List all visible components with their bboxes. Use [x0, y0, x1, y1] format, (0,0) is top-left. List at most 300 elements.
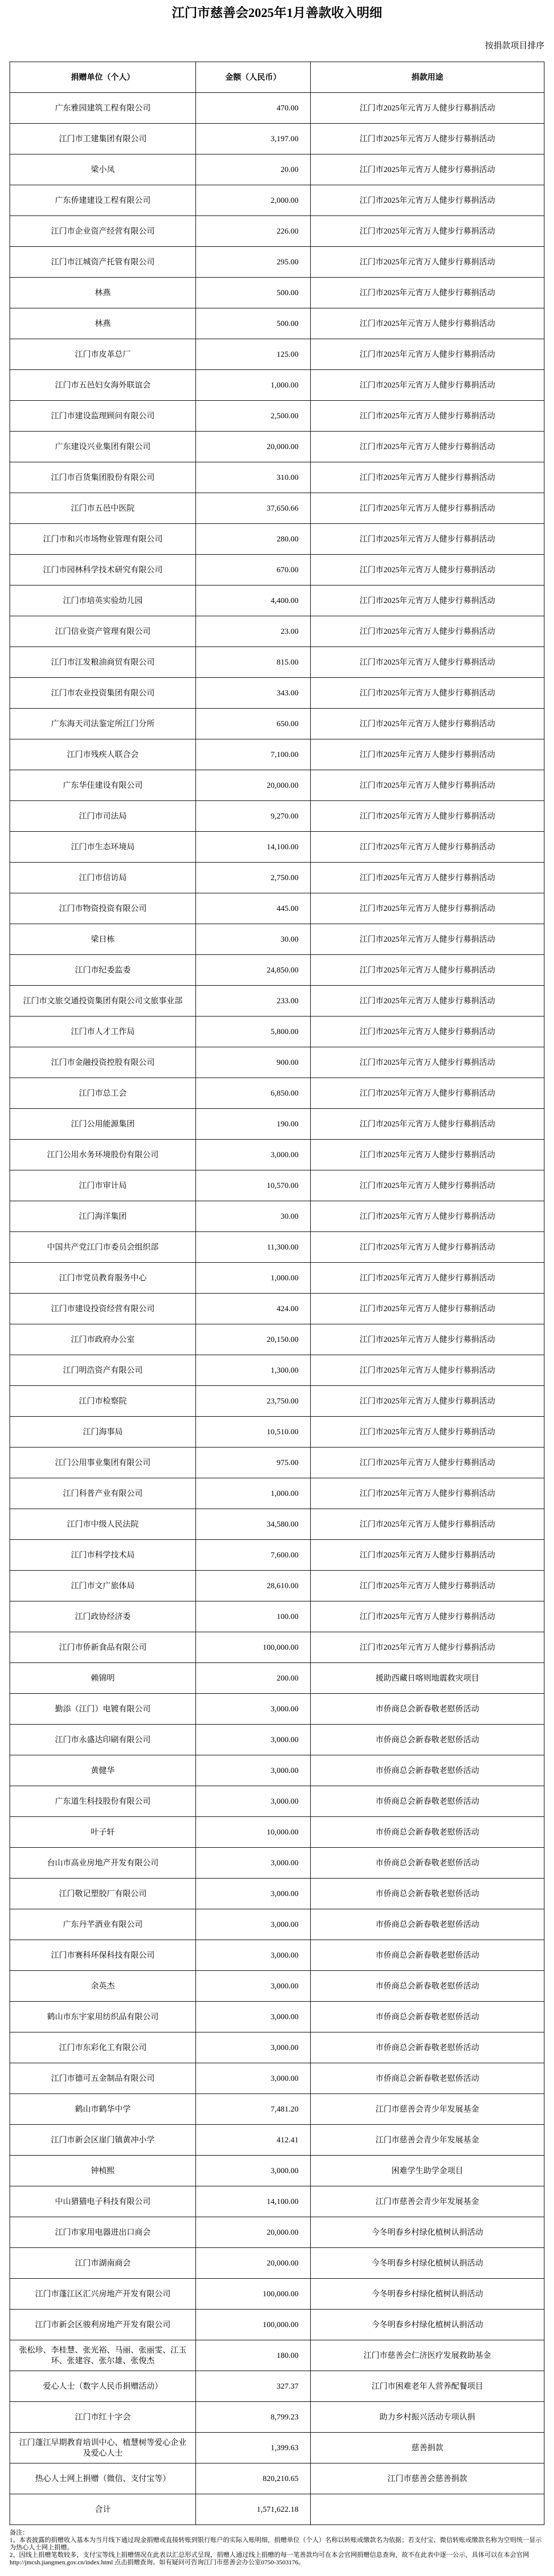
table-row	[10, 955, 544, 986]
table-row	[10, 278, 544, 308]
amount-cell: 3,000.00	[196, 2002, 311, 2032]
donor-cell: 江门蓬江早期教育培训中心、植慧树等爱心企业及爱心人士	[10, 2433, 196, 2463]
table-row	[10, 801, 544, 832]
purpose-cell: 江门市困难老年人营养配餐项目	[311, 2371, 544, 2402]
donor-cell: 江门市文旅交通投资集团有限公司文旅事业部	[10, 986, 196, 1016]
table-body	[10, 93, 544, 2494]
donor-cell: 江门明浩资产有限公司	[10, 1355, 196, 1386]
amount-cell: 327.37	[196, 2371, 311, 2402]
amount-cell: 975.00	[196, 1448, 311, 1478]
purpose-cell: 江门市2025年元宵万人健步行募捐活动	[311, 308, 544, 339]
purpose-cell: 江门市2025年元宵万人健步行募捐活动	[311, 278, 544, 308]
table-row	[10, 2340, 544, 2371]
purpose-cell: 市侨商总会新春敬老慰侨活动	[311, 1817, 544, 1848]
donor-cell: 江门公用能源集团	[10, 1109, 196, 1140]
total-amount: 1,571,622.18	[196, 2494, 311, 2525]
table-row	[10, 2402, 544, 2433]
amount-cell: 6,850.00	[196, 1078, 311, 1109]
purpose-cell: 江门市2025年元宵万人健步行募捐活动	[311, 616, 544, 647]
amount-cell: 11,300.00	[196, 1232, 311, 1263]
donor-cell: 江门市百货集团股份有限公司	[10, 462, 196, 493]
purpose-cell: 江门市2025年元宵万人健步行募捐活动	[311, 1478, 544, 1509]
table-row	[10, 1386, 544, 1417]
donor-cell: 江门敬记塑胶厂有限公司	[10, 1879, 196, 1909]
table-row	[10, 185, 544, 216]
purpose-cell: 江门市2025年元宵万人健步行募捐活动	[311, 154, 544, 185]
donor-cell: 江门市江城资产托管有限公司	[10, 247, 196, 278]
amount-cell: 280.00	[196, 524, 311, 555]
table-row	[10, 2371, 544, 2402]
amount-cell: 7,600.00	[196, 1540, 311, 1571]
amount-cell: 670.00	[196, 555, 311, 585]
table-row	[10, 216, 544, 247]
purpose-cell: 市侨商总会新春敬老慰侨活动	[311, 1725, 544, 1755]
amount-cell: 3,000.00	[196, 1725, 311, 1755]
table-row	[10, 2125, 544, 2156]
table-row	[10, 339, 544, 370]
donor-cell: 广东侨建建设工程有限公司	[10, 185, 196, 216]
purpose-cell: 江门市2025年元宵万人健步行募捐活动	[311, 1294, 544, 1324]
table-row	[10, 1078, 544, 1109]
table-row	[10, 1324, 544, 1355]
table-row	[10, 1417, 544, 1448]
donor-cell: 江门市人才工作局	[10, 1016, 196, 1047]
amount-cell: 3,000.00	[196, 1694, 311, 1725]
purpose-cell: 江门市2025年元宵万人健步行募捐活动	[311, 1601, 544, 1632]
table-row	[10, 1817, 544, 1848]
purpose-cell: 江门市2025年元宵万人健步行募捐活动	[311, 709, 544, 739]
purpose-cell: 江门市2025年元宵万人健步行募捐活动	[311, 370, 544, 401]
table-row	[10, 1478, 544, 1509]
donor-cell: 梁日栋	[10, 924, 196, 955]
donor-cell: 爱心人士（数字人民币捐赠活动）	[10, 2371, 196, 2402]
purpose-cell: 江门市2025年元宵万人健步行募捐活动	[311, 1355, 544, 1386]
purpose-cell: 江门市2025年元宵万人健步行募捐活动	[311, 1047, 544, 1078]
purpose-cell: 江门市2025年元宵万人健步行募捐活动	[311, 1540, 544, 1571]
table-row	[10, 1294, 544, 1324]
amount-cell: 10,000.00	[196, 1817, 311, 1848]
table-row	[10, 2032, 544, 2063]
donation-table	[10, 62, 544, 2525]
amount-cell: 3,000.00	[196, 1786, 311, 1817]
amount-cell: 3,000.00	[196, 1848, 311, 1879]
amount-cell: 7,100.00	[196, 739, 311, 770]
table-row	[10, 2217, 544, 2248]
notes	[10, 2529, 544, 2566]
donor-cell: 叶子轩	[10, 1817, 196, 1848]
amount-cell: 200.00	[196, 1663, 311, 1694]
donor-cell: 梁小凤	[10, 154, 196, 185]
donor-cell: 江门海洋集团	[10, 1201, 196, 1232]
amount-cell: 3,000.00	[196, 1140, 311, 1170]
amount-cell: 445.00	[196, 893, 311, 924]
purpose-cell: 市侨商总会新春敬老慰侨活动	[311, 1694, 544, 1725]
donor-cell: 江门市江发粮油商贸有限公司	[10, 647, 196, 678]
donor-cell: 江门市检察院	[10, 1386, 196, 1417]
page-title: 江门市慈善会2025年1月善款收入明细	[172, 6, 382, 20]
donor-cell: 江门市和兴市场物业管理有限公司	[10, 524, 196, 555]
amount-cell: 23.00	[196, 616, 311, 647]
donor-cell: 江门市家用电器进出口商会	[10, 2217, 196, 2248]
table-row	[10, 1725, 544, 1755]
table-row	[10, 2186, 544, 2217]
table-row	[10, 1109, 544, 1140]
note-item: 2、因线上捐赠笔数较多，支付宝等线上捐赠情况在此表以汇总形式呈现，捐赠人通过线上捐赠的每一笔善款均可在本会官网捐赠信息查询，故不在此表中逐一公示，具体可以在本会官网 http://jmcsh.jiangmen.gov.cn/index.html 点击捐赠查询。如有疑问可咨询江门市慈善会办公室0750-3503176。	[10, 2551, 530, 2566]
donor-cell: 江门公用水务环境股份有限公司	[10, 1140, 196, 1170]
table-row	[10, 2063, 544, 2094]
purpose-cell: 江门市2025年元宵万人健步行募捐活动	[311, 863, 544, 893]
donor-cell: 江门市政府办公室	[10, 1324, 196, 1355]
table-row	[10, 1663, 544, 1694]
amount-cell: 20,000.00	[196, 2248, 311, 2279]
donor-cell: 江门市红十字会	[10, 2402, 196, 2433]
amount-cell: 470.00	[196, 93, 311, 124]
amount-cell: 226.00	[196, 216, 311, 247]
table-row	[10, 1571, 544, 1601]
donor-cell: 江门市赛科环保科技有限公司	[10, 1940, 196, 1971]
header-amount: 金额（人民币）	[196, 62, 311, 93]
donor-cell: 江门政协经济委	[10, 1601, 196, 1632]
amount-cell: 37,650.66	[196, 493, 311, 524]
table-row	[10, 1263, 544, 1294]
table-row	[10, 154, 544, 185]
table-row	[10, 1879, 544, 1909]
purpose-cell: 江门市2025年元宵万人健步行募捐活动	[311, 1632, 544, 1663]
table-row	[10, 893, 544, 924]
table-row	[10, 2094, 544, 2125]
table-row	[10, 1140, 544, 1170]
table-row	[10, 986, 544, 1016]
total-label: 合计	[10, 2494, 196, 2525]
table-row	[10, 1016, 544, 1047]
donor-cell: 钟桢熙	[10, 2156, 196, 2186]
notes-label: 备注：	[10, 2529, 29, 2536]
table-row	[10, 1232, 544, 1263]
amount-cell: 100.00	[196, 1601, 311, 1632]
table-row	[10, 924, 544, 955]
table-row	[10, 770, 544, 801]
donor-cell: 黄健华	[10, 1755, 196, 1786]
amount-cell: 5,800.00	[196, 1016, 311, 1047]
amount-cell: 30.00	[196, 1201, 311, 1232]
table-row	[10, 308, 544, 339]
amount-cell: 20,000.00	[196, 770, 311, 801]
amount-cell: 20,150.00	[196, 1324, 311, 1355]
purpose-cell: 市侨商总会新春敬老慰侨活动	[311, 2063, 544, 2094]
amount-cell: 100,000.00	[196, 2279, 311, 2310]
table-row	[10, 493, 544, 524]
table-row	[10, 2310, 544, 2340]
donor-cell: 江门市湖南商会	[10, 2248, 196, 2279]
purpose-cell: 援助西藏日喀则地震救灾项目	[311, 1663, 544, 1694]
header-purpose: 捐款用途	[311, 62, 544, 93]
sort-note: 按捐款项目排序	[484, 41, 544, 50]
donor-cell: 江门市永盛达印刷有限公司	[10, 1725, 196, 1755]
table-row	[10, 616, 544, 647]
table-row	[10, 1047, 544, 1078]
purpose-cell: 江门市2025年元宵万人健步行募捐活动	[311, 1263, 544, 1294]
donor-cell: 江门市东彩化工有限公司	[10, 2032, 196, 2063]
purpose-cell: 江门市2025年元宵万人健步行募捐活动	[311, 185, 544, 216]
table-row	[10, 739, 544, 770]
amount-cell: 820,210.65	[196, 2463, 311, 2494]
amount-cell: 20,000.00	[196, 2217, 311, 2248]
purpose-cell: 慈善捐款	[311, 2433, 544, 2463]
note-item: 1、本表披露的捐赠收入基本为当月线下通过现金捐赠或直接转账到银行账户的实际入账明细，捐赠单位（个人）名称以转账或缴款名为依据；若支付宝、微信转账或缴款名称为空则统一显示为热心人士网上捐赠。	[10, 2536, 542, 2551]
table-row	[10, 555, 544, 585]
purpose-cell: 江门市2025年元宵万人健步行募捐活动	[311, 1417, 544, 1448]
purpose-cell: 今冬明春乡村绿化植树认捐活动	[311, 2279, 544, 2310]
donor-cell: 林燕	[10, 278, 196, 308]
purpose-cell: 江门市2025年元宵万人健步行募捐活动	[311, 1324, 544, 1355]
table-header-row	[10, 62, 544, 93]
donor-cell: 广东建设兴业集团有限公司	[10, 432, 196, 462]
amount-cell: 3,000.00	[196, 2063, 311, 2094]
donor-cell: 江门市新会区崖门镇黄冲小学	[10, 2125, 196, 2156]
table-row	[10, 370, 544, 401]
amount-cell: 500.00	[196, 278, 311, 308]
purpose-cell: 江门市2025年元宵万人健步行募捐活动	[311, 1140, 544, 1170]
purpose-cell: 今冬明春乡村绿化植树认捐活动	[311, 2217, 544, 2248]
amount-cell: 500.00	[196, 308, 311, 339]
amount-cell: 23,750.00	[196, 1386, 311, 1417]
amount-cell: 3,000.00	[196, 1971, 311, 2002]
purpose-cell: 江门市2025年元宵万人健步行募捐活动	[311, 493, 544, 524]
donor-cell: 鹤山市东宇家用纺织品有限公司	[10, 2002, 196, 2032]
table-row	[10, 247, 544, 278]
purpose-cell: 江门市2025年元宵万人健步行募捐活动	[311, 93, 544, 124]
donor-cell: 江门信业资产管理有限公司	[10, 616, 196, 647]
table-row	[10, 709, 544, 739]
amount-cell: 125.00	[196, 339, 311, 370]
purpose-cell: 江门市2025年元宵万人健步行募捐活动	[311, 739, 544, 770]
donor-cell: 江门市生态环境局	[10, 832, 196, 863]
table-row	[10, 2248, 544, 2279]
header-donor: 捐赠单位（个人）	[10, 62, 196, 93]
amount-cell: 34,580.00	[196, 1509, 311, 1540]
purpose-cell: 江门市慈善会慈善捐款	[311, 2463, 544, 2494]
donor-cell: 广东华佳建设有限公司	[10, 770, 196, 801]
amount-cell: 20,000.00	[196, 432, 311, 462]
donor-cell: 中山猎猫电子科技有限公司	[10, 2186, 196, 2217]
purpose-cell: 江门市慈善会青少年发展基金	[311, 2186, 544, 2217]
amount-cell: 1,000.00	[196, 1478, 311, 1509]
donor-cell: 江门市科学技术局	[10, 1540, 196, 1571]
purpose-cell: 江门市2025年元宵万人健步行募捐活动	[311, 462, 544, 493]
table-row	[10, 1971, 544, 2002]
amount-cell: 180.00	[196, 2340, 311, 2371]
amount-cell: 343.00	[196, 678, 311, 709]
donor-cell: 江门市物资投资有限公司	[10, 893, 196, 924]
amount-cell: 815.00	[196, 647, 311, 678]
donor-cell: 赖锦明	[10, 1663, 196, 1694]
purpose-cell: 江门市2025年元宵万人健步行募捐活动	[311, 524, 544, 555]
purpose-cell: 市侨商总会新春敬老慰侨活动	[311, 2002, 544, 2032]
purpose-cell: 江门市2025年元宵万人健步行募捐活动	[311, 1571, 544, 1601]
purpose-cell: 江门市2025年元宵万人健步行募捐活动	[311, 1448, 544, 1478]
table-row	[10, 1540, 544, 1571]
purpose-cell: 江门市慈善会青少年发展基金	[311, 2125, 544, 2156]
table-row	[10, 832, 544, 863]
purpose-cell: 江门市2025年元宵万人健步行募捐活动	[311, 678, 544, 709]
donor-cell: 江门市信访局	[10, 863, 196, 893]
purpose-cell: 困难学生助学金项目	[311, 2156, 544, 2186]
table-row	[10, 2433, 544, 2463]
donor-cell: 江门市纪委监委	[10, 955, 196, 986]
amount-cell: 3,000.00	[196, 1879, 311, 1909]
amount-cell: 1,399.63	[196, 2433, 311, 2463]
table-row	[10, 432, 544, 462]
purpose-cell: 江门市2025年元宵万人健步行募捐活动	[311, 893, 544, 924]
purpose-cell: 江门市慈善会仁济医疗发展救助基金	[311, 2340, 544, 2371]
donor-cell: 江门市党员教育服务中心	[10, 1263, 196, 1294]
table-row	[10, 2002, 544, 2032]
amount-cell: 3,197.00	[196, 124, 311, 154]
total-row	[10, 2494, 544, 2525]
table-row	[10, 93, 544, 124]
amount-cell: 8,799.23	[196, 2402, 311, 2433]
amount-cell: 3,000.00	[196, 1909, 311, 1940]
amount-cell: 412.41	[196, 2125, 311, 2156]
purpose-cell: 江门市2025年元宵万人健步行募捐活动	[311, 432, 544, 462]
purpose-cell: 江门市2025年元宵万人健步行募捐活动	[311, 801, 544, 832]
donor-cell: 江门市中级人民法院	[10, 1509, 196, 1540]
donor-cell: 江门市残疾人联合会	[10, 739, 196, 770]
donor-cell: 江门市建设监理顾问有限公司	[10, 401, 196, 432]
amount-cell: 28,610.00	[196, 1571, 311, 1601]
donor-cell: 江门市工建集团有限公司	[10, 124, 196, 154]
amount-cell: 100,000.00	[196, 2310, 311, 2340]
amount-cell: 650.00	[196, 709, 311, 739]
table-row	[10, 1755, 544, 1786]
purpose-cell: 江门市2025年元宵万人健步行募捐活动	[311, 1109, 544, 1140]
donor-cell: 江门公用事业集团有限公司	[10, 1448, 196, 1478]
donor-cell: 台山市高业房地产开发有限公司	[10, 1848, 196, 1879]
donor-cell: 广东雅园建筑工程有限公司	[10, 93, 196, 124]
table-row	[10, 524, 544, 555]
amount-cell: 10,570.00	[196, 1170, 311, 1201]
donor-cell: 张松珍、李桂慧、张光裕、马丽、张丽雯、江玉环、张建容、张尔雄、张俊杰	[10, 2340, 196, 2371]
table-row	[10, 1909, 544, 1940]
amount-cell: 24,850.00	[196, 955, 311, 986]
purpose-cell: 江门市2025年元宵万人健步行募捐活动	[311, 585, 544, 616]
purpose-cell: 市侨商总会新春敬老慰侨活动	[311, 1909, 544, 1940]
total-purpose-cell	[311, 2494, 544, 2525]
purpose-cell: 助力乡村振兴活动专项认捐	[311, 2402, 544, 2433]
purpose-cell: 市侨商总会新春敬老慰侨活动	[311, 1879, 544, 1909]
table-row	[10, 647, 544, 678]
table-row	[10, 1355, 544, 1386]
donor-cell: 江门市总工会	[10, 1078, 196, 1109]
purpose-cell: 江门市2025年元宵万人健步行募捐活动	[311, 770, 544, 801]
amount-cell: 20.00	[196, 154, 311, 185]
donor-cell: 江门市侨新食品有限公司	[10, 1632, 196, 1663]
amount-cell: 1,300.00	[196, 1355, 311, 1386]
amount-cell: 3,000.00	[196, 1755, 311, 1786]
amount-cell: 1,000.00	[196, 370, 311, 401]
donor-cell: 江门市五邑妇女海外联谊会	[10, 370, 196, 401]
amount-cell: 424.00	[196, 1294, 311, 1324]
amount-cell: 3,000.00	[196, 2032, 311, 2063]
donor-cell: 江门科普产业有限公司	[10, 1478, 196, 1509]
purpose-cell: 江门市2025年元宵万人健步行募捐活动	[311, 1078, 544, 1109]
table-row	[10, 1201, 544, 1232]
purpose-cell: 江门市2025年元宵万人健步行募捐活动	[311, 924, 544, 955]
donor-cell: 江门市培英实验幼儿园	[10, 585, 196, 616]
amount-cell: 30.00	[196, 924, 311, 955]
purpose-cell: 市侨商总会新春敬老慰侨活动	[311, 1940, 544, 1971]
amount-cell: 295.00	[196, 247, 311, 278]
purpose-cell: 江门市2025年元宵万人健步行募捐活动	[311, 555, 544, 585]
donor-cell: 江门市德可五金制品有限公司	[10, 2063, 196, 2094]
table-row	[10, 1848, 544, 1879]
donor-cell: 中国共产党江门市委员会组织部	[10, 1232, 196, 1263]
amount-cell: 14,100.00	[196, 2186, 311, 2217]
table-row	[10, 2156, 544, 2186]
amount-cell: 14,100.00	[196, 832, 311, 863]
purpose-cell: 江门市2025年元宵万人健步行募捐活动	[311, 1201, 544, 1232]
amount-cell: 310.00	[196, 462, 311, 493]
table-row	[10, 124, 544, 154]
table-row	[10, 1940, 544, 1971]
donor-cell: 江门市新会区骏利房地产开发有限公司	[10, 2310, 196, 2340]
donor-cell: 江门市园林科学技术研究有限公司	[10, 555, 196, 585]
donor-cell: 广东丹芊酒业有限公司	[10, 1909, 196, 1940]
donor-cell: 勤添（江门）电镀有限公司	[10, 1694, 196, 1725]
table-row	[10, 401, 544, 432]
amount-cell: 2,500.00	[196, 401, 311, 432]
purpose-cell: 市侨商总会新春敬老慰侨活动	[311, 1755, 544, 1786]
table-row	[10, 1170, 544, 1201]
donor-cell: 余英杰	[10, 1971, 196, 2002]
amount-cell: 3,000.00	[196, 2156, 311, 2186]
table-row	[10, 585, 544, 616]
table-row	[10, 1786, 544, 1817]
donor-cell: 江门市蓬江区汇兴房地产开发有限公司	[10, 2279, 196, 2310]
donor-cell: 江门市金融投资控股有限公司	[10, 1047, 196, 1078]
donor-cell: 鹤山市鹤华中学	[10, 2094, 196, 2125]
purpose-cell: 江门市2025年元宵万人健步行募捐活动	[311, 1509, 544, 1540]
purpose-cell: 江门市2025年元宵万人健步行募捐活动	[311, 1232, 544, 1263]
amount-cell: 3,000.00	[196, 1940, 311, 1971]
amount-cell: 233.00	[196, 986, 311, 1016]
purpose-cell: 江门市慈善会青少年发展基金	[311, 2094, 544, 2125]
purpose-cell: 江门市2025年元宵万人健步行募捐活动	[311, 986, 544, 1016]
purpose-cell: 市侨商总会新春敬老慰侨活动	[311, 1971, 544, 2002]
donor-cell: 江门海事局	[10, 1417, 196, 1448]
purpose-cell: 江门市2025年元宵万人健步行募捐活动	[311, 1386, 544, 1417]
donor-cell: 江门市企业资产经营有限公司	[10, 216, 196, 247]
donor-cell: 江门市皮革总厂	[10, 339, 196, 370]
purpose-cell: 江门市2025年元宵万人健步行募捐活动	[311, 124, 544, 154]
purpose-cell: 今冬明春乡村绿化植树认捐活动	[311, 2310, 544, 2340]
amount-cell: 7,481.20	[196, 2094, 311, 2125]
amount-cell: 1,000.00	[196, 1263, 311, 1294]
purpose-cell: 江门市2025年元宵万人健步行募捐活动	[311, 401, 544, 432]
amount-cell: 900.00	[196, 1047, 311, 1078]
purpose-cell: 江门市2025年元宵万人健步行募捐活动	[311, 1016, 544, 1047]
table-row	[10, 1509, 544, 1540]
donor-cell: 江门市司法局	[10, 801, 196, 832]
table-row	[10, 2463, 544, 2494]
table-row	[10, 1448, 544, 1478]
purpose-cell: 江门市2025年元宵万人健步行募捐活动	[311, 247, 544, 278]
donor-cell: 江门市审计局	[10, 1170, 196, 1201]
purpose-cell: 江门市2025年元宵万人健步行募捐活动	[311, 339, 544, 370]
amount-cell: 100,000.00	[196, 1632, 311, 1663]
purpose-cell: 市侨商总会新春敬老慰侨活动	[311, 2032, 544, 2063]
purpose-cell: 市侨商总会新春敬老慰侨活动	[311, 1848, 544, 1879]
